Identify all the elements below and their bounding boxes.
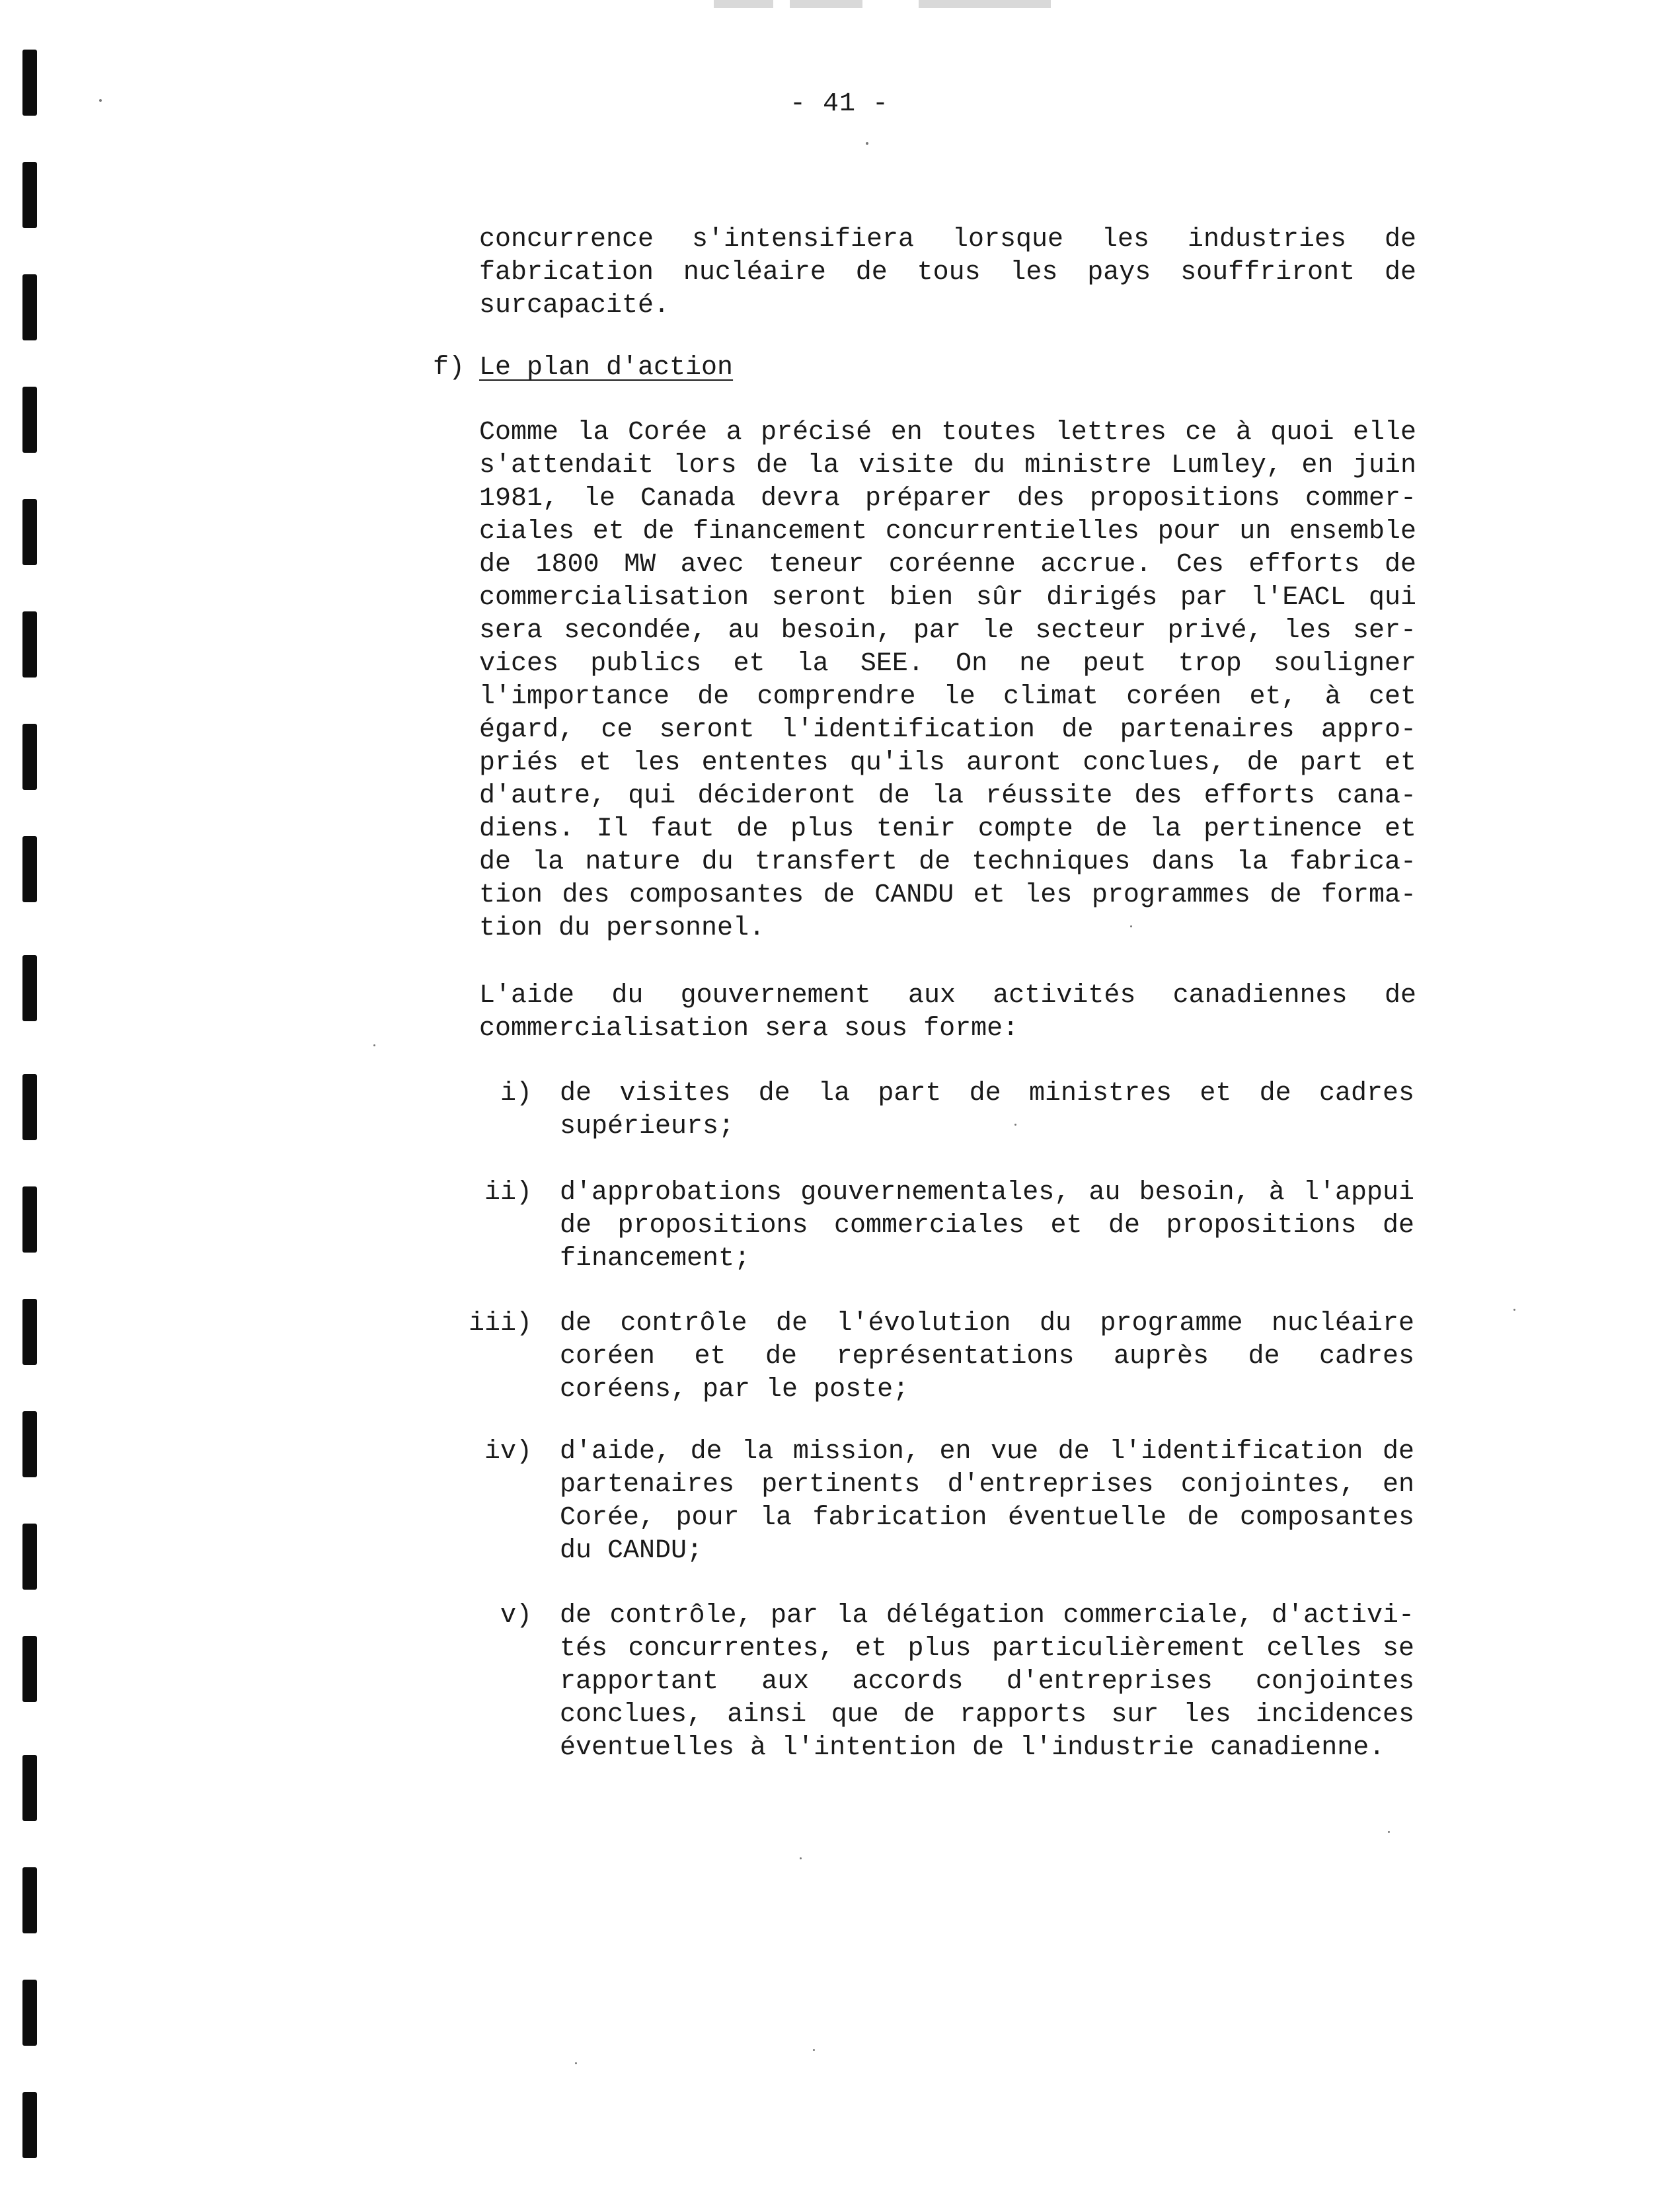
binder-mark xyxy=(22,1755,37,1821)
text-line: financement; xyxy=(560,1244,751,1274)
text-line: de 1800 MW avec teneur coréenne accrue. Ces efforts de xyxy=(479,550,1416,580)
scan-speck xyxy=(1513,1309,1515,1311)
text-line: 1981, le Canada devra préparer des propositions commer- xyxy=(479,484,1416,514)
text-line: Corée, pour la fabrication éventuelle de composantes xyxy=(560,1503,1414,1533)
binder-mark xyxy=(22,2092,37,2158)
binder-mark xyxy=(22,1980,37,2046)
text-line: Comme la Corée a précisé en toutes lettres ce à quoi elle xyxy=(479,418,1416,447)
binder-mark xyxy=(22,1074,37,1140)
page-number: - 41 - xyxy=(790,89,890,119)
scan-speck xyxy=(800,1857,802,1859)
binder-mark xyxy=(22,387,37,453)
text-line: de contrôle de l'évolution du programme nucléaire xyxy=(560,1309,1414,1338)
text-line: tion des composantes de CANDU et les programmes de forma- xyxy=(479,880,1416,910)
binder-mark xyxy=(22,611,37,678)
text-line: vices publics et la SEE. On ne peut trop souligner xyxy=(479,649,1416,679)
text-line: commercialisation seront bien sûr dirigés par l'EACL qui xyxy=(479,583,1416,613)
text-line: concurrence s'intensifiera lorsque les industries de xyxy=(479,225,1416,254)
binder-mark xyxy=(22,499,37,565)
text-line: du CANDU; xyxy=(560,1536,703,1566)
text-line: fabrication nucléaire de tous les pays souffriront de xyxy=(479,258,1416,288)
binder-mark xyxy=(22,162,37,228)
scan-speck xyxy=(813,2049,815,2051)
list-item-marker: iii) xyxy=(468,1309,532,1338)
scan-speck xyxy=(1388,1831,1390,1833)
text-line: partenaires pertinents d'entreprises conjointes, en xyxy=(560,1470,1414,1500)
body-paragraph xyxy=(479,416,1416,945)
text-line: d'aide, de la mission, en vue de l'identification de xyxy=(560,1437,1414,1467)
text-line: tés concurrentes, et plus particulièrement celles se xyxy=(560,1634,1414,1664)
scan-artifact xyxy=(790,0,862,8)
binder-mark xyxy=(22,724,37,790)
list-item xyxy=(560,1600,1414,1765)
binder-mark xyxy=(22,1411,37,1477)
scan-artifact xyxy=(714,0,773,8)
list-item-marker: i) xyxy=(500,1079,532,1108)
binder-mark xyxy=(22,1524,37,1590)
binder-mark xyxy=(22,1636,37,1702)
list-item xyxy=(560,1177,1414,1276)
text-line: coréens, par le poste; xyxy=(560,1375,909,1405)
text-line: ciales et de financement concurrentielles pour un ensemble xyxy=(479,517,1416,547)
binder-mark xyxy=(22,50,37,116)
text-line: de la nature du transfert de techniques dans la fabrica- xyxy=(479,847,1416,877)
list-item-marker: ii) xyxy=(484,1178,532,1208)
text-line: égard, ce seront l'identification de partenaires appro- xyxy=(479,715,1416,745)
binder-mark xyxy=(22,1867,37,1933)
text-line: de visites de la part de ministres et de cadres xyxy=(560,1079,1414,1108)
text-line: éventuelles à l'intention de l'industrie canadienne. xyxy=(560,1733,1385,1763)
text-line: l'importance de comprendre le climat coréen et, à cet xyxy=(479,682,1416,712)
text-line: d'approbations gouvernementales, au besoin, à l'appui xyxy=(560,1178,1414,1208)
text-line: L'aide du gouvernement aux activités canadiennes de xyxy=(479,981,1416,1011)
intro-paragraph xyxy=(479,223,1416,323)
text-line: d'autre, qui décideront de la réussite des efforts cana- xyxy=(479,781,1416,811)
text-line: diens. Il faut de plus tenir compte de la pertinence et xyxy=(479,814,1416,844)
text-line: de contrôle, par la délégation commerciale, d'activi- xyxy=(560,1601,1414,1631)
binder-mark xyxy=(22,1186,37,1253)
binder-mark xyxy=(22,955,37,1021)
list-item xyxy=(560,1307,1414,1407)
list-item-marker: iv) xyxy=(484,1437,532,1467)
list-item xyxy=(560,1077,1414,1143)
text-line: priés et les ententes qu'ils auront conclues, de part et xyxy=(479,748,1416,778)
list-item-marker: v) xyxy=(500,1601,532,1631)
text-line: rapportant aux accords d'entreprises conjointes xyxy=(560,1667,1414,1697)
text-line: commercialisation sera sous forme: xyxy=(479,1014,1019,1044)
scan-speck xyxy=(99,99,102,102)
body-paragraph xyxy=(479,980,1416,1046)
list-item xyxy=(560,1436,1414,1568)
text-line: de propositions commerciales et de propositions de xyxy=(560,1211,1414,1241)
text-line: coréen et de représentations auprès de cadres xyxy=(560,1342,1414,1372)
text-line: conclues, ainsi que de rapports sur les incidences xyxy=(560,1700,1414,1730)
text-line: supérieurs; xyxy=(560,1112,735,1142)
section-marker: f) xyxy=(433,353,465,383)
scan-artifact xyxy=(919,0,1051,8)
text-line: sera secondée, au besoin, par le secteur privé, les ser- xyxy=(479,616,1416,646)
scan-speck xyxy=(866,142,868,145)
text-line: surcapacité. xyxy=(479,291,670,321)
text-line: tion du personnel. xyxy=(479,913,765,943)
text-line: s'attendait lors de la visite du ministre Lumley, en juin xyxy=(479,451,1416,481)
scan-speck xyxy=(575,2062,577,2064)
scan-speck xyxy=(373,1044,375,1046)
binder-mark xyxy=(22,1299,37,1365)
binder-mark xyxy=(22,274,37,340)
binder-mark xyxy=(22,836,37,902)
section-title: Le plan d'action xyxy=(479,353,734,383)
